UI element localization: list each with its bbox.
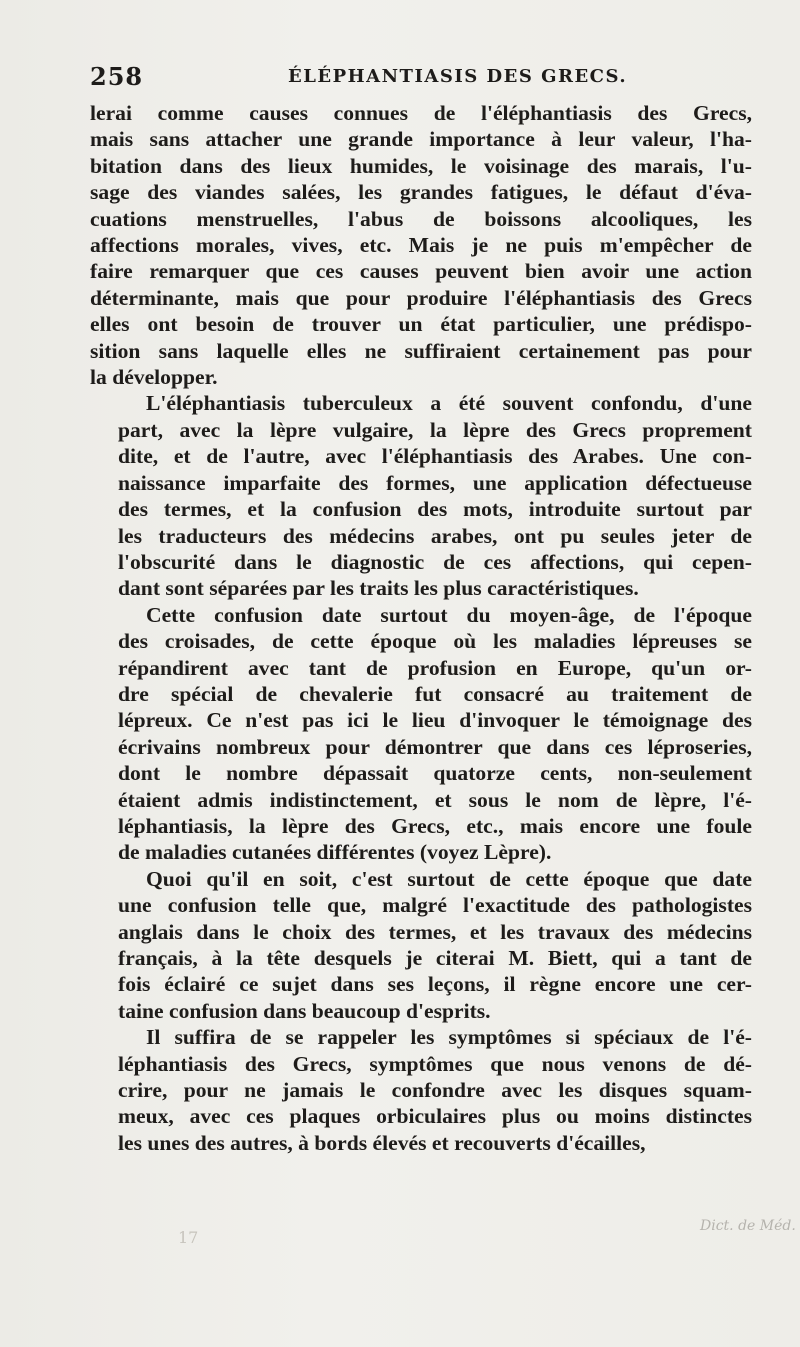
- page-header: [90, 62, 760, 102]
- text-line: anglais dans le choix des termes, et les travaux des médecins: [118, 919, 752, 944]
- text-line: la développer.: [90, 365, 218, 390]
- paragraph: [90, 100, 752, 390]
- paragraph: [90, 390, 752, 601]
- text-line: l'obscurité dans le diagnostic de ces affections, qui cepen-: [118, 549, 752, 574]
- text-line: sage des viandes salées, les grandes fatigues, le défaut d'éva-: [90, 180, 752, 205]
- text-line: bitation dans des lieux humides, le voisinage des marais, l'u-: [90, 153, 752, 178]
- text-line: des termes, et la confusion des mots, introduite surtout par: [118, 497, 752, 522]
- text-line: les unes des autres, à bords élevés et recouverts d'écailles,: [118, 1130, 646, 1155]
- text-line: étaient admis indistinctement, et sous le nom de lèpre, l'é-: [118, 787, 752, 812]
- paragraph: [90, 866, 752, 1024]
- page-number: 258: [90, 62, 144, 91]
- text-line: répandirent avec tant de profusion en Europe, qu'un or-: [118, 655, 752, 680]
- text-line: cuations menstruelles, l'abus de boissons alcooliques, les: [90, 206, 752, 231]
- text-line: de maladies cutanées différentes (voyez Lèpre).: [118, 840, 552, 865]
- text-line: léphantiasis des Grecs, symptômes que nous venons de dé-: [118, 1051, 752, 1076]
- show-through-text: Dict. de Méd.: [700, 1218, 796, 1234]
- text-line: fois éclairé ce sujet dans ses leçons, il règne encore une cer-: [118, 972, 752, 997]
- text-line: Quoi qu'il en soit, c'est surtout de cette époque que date: [146, 866, 752, 891]
- text-line: sition sans laquelle elles ne suffiraient certainement pas pour: [90, 338, 752, 363]
- signature-mark: 17: [178, 1228, 199, 1247]
- text-line: déterminante, mais que pour produire l'éléphantiasis des Grecs: [90, 285, 752, 310]
- text-line: Il suffira de se rappeler les symptômes si spéciaux de l'é-: [146, 1025, 752, 1050]
- text-line: une confusion telle que, malgré l'exactitude des pathologistes: [118, 893, 752, 918]
- text-line: des croisades, de cette époque où les maladies lépreuses se: [118, 629, 752, 654]
- text-line: crire, pour ne jamais le confondre avec les disques squam-: [118, 1078, 752, 1103]
- text-line: faire remarquer que ces causes peuvent bien avoir une action: [90, 259, 752, 284]
- text-line: taine confusion dans beaucoup d'esprits.: [118, 998, 491, 1023]
- text-line: dant sont séparées par les traits les plus caractéristiques.: [118, 576, 639, 601]
- text-line: affections morales, vives, etc. Mais je ne puis m'empêcher de: [90, 233, 752, 258]
- text-line: elles ont besoin de trouver un état particulier, une prédispo-: [90, 312, 752, 337]
- text-line: L'éléphantiasis tuberculeux a été souvent confondu, d'une: [146, 391, 752, 416]
- text-line: part, avec la lèpre vulgaire, la lèpre des Grecs proprement: [118, 417, 752, 442]
- text-line: écrivains nombreux pour démontrer que dans ces léproseries,: [118, 734, 752, 759]
- paragraph: [90, 602, 752, 866]
- body-text: [90, 100, 752, 1156]
- text-line: dite, et de l'autre, avec l'éléphantiasis des Arabes. Une con-: [118, 444, 752, 469]
- text-line: meux, avec ces plaques orbiculaires plus ou moins distinctes: [118, 1104, 752, 1129]
- text-line: lerai comme causes connues de l'éléphantiasis des Grecs,: [90, 101, 752, 125]
- text-line: naissance imparfaite des formes, une application défectueuse: [118, 470, 752, 495]
- text-line: lépreux. Ce n'est pas ici le lieu d'invoquer le témoignage des: [118, 708, 752, 733]
- text-line: léphantiasis, la lèpre des Grecs, etc., mais encore une foule: [118, 813, 752, 838]
- text-line: français, à la tête desquels je citerai M. Biett, qui a tant de: [118, 946, 752, 970]
- text-line: Cette confusion date surtout du moyen-âge, de l'époque: [146, 602, 752, 627]
- paragraph: [90, 1024, 752, 1156]
- text-line: mais sans attacher une grande importance à leur valeur, l'ha-: [90, 127, 752, 152]
- text-line: dont le nombre dépassait quatorze cents, non-seulement: [118, 761, 752, 786]
- text-line: dre spécial de chevalerie fut consacré au traitement de: [118, 681, 752, 706]
- running-title: ÉLÉPHANTIASIS DES GRECS.: [288, 66, 628, 87]
- text-line: les traducteurs des médecins arabes, ont pu seules jeter de: [118, 523, 752, 548]
